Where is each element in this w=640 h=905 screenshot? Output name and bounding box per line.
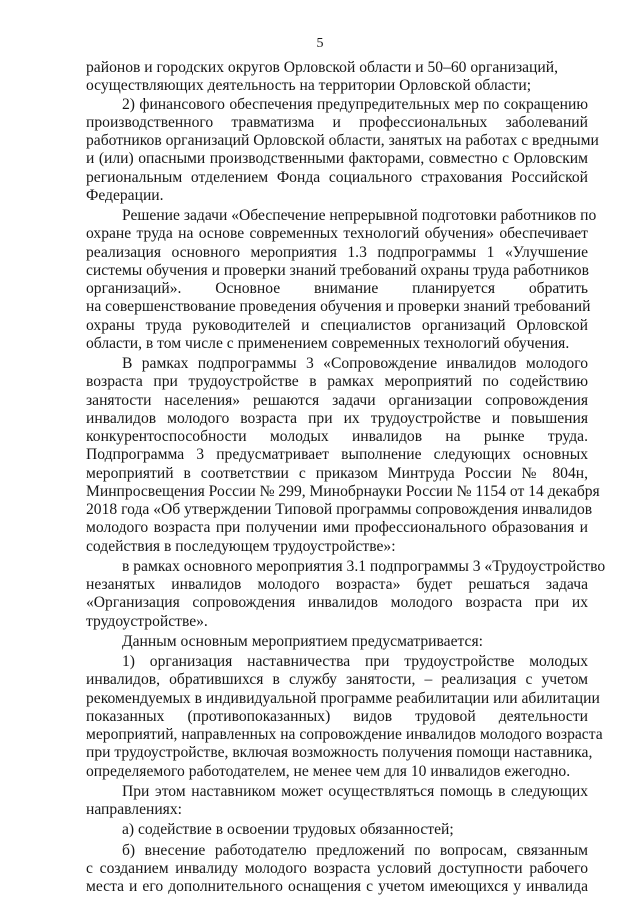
text-line: области, в том числе с применением современных технологий обучения. <box>86 334 570 352</box>
text-line: трудоустройстве». <box>86 612 208 630</box>
text-line: Федерации. <box>86 186 164 204</box>
text-line: рекомендуемых в индивидуальной программе реабилитации или абилитации <box>86 689 600 707</box>
text-line: осуществляющих деятельность на территории Орловской области; <box>86 77 532 95</box>
text-line: конкурентоспособности молодых инвалидов на рынке труда. <box>86 428 588 445</box>
text-line: с созданием инвалиду молодого возраста условий доступности рабочего <box>86 859 588 877</box>
text-line: показанных (противопоказанных) видов трудовой деятельности <box>86 707 588 725</box>
text-line: 2) финансового обеспечения предупредительных мер по сокращению <box>122 95 588 113</box>
text-line: места и его дополнительного оснащения с учетом имеющихся у инвалида <box>86 878 588 895</box>
text-line: охраны труда руководителей и специалистов организаций Орловской <box>86 316 588 334</box>
text-line: на совершенствование проведения обучения и проверки знаний требований <box>86 298 591 316</box>
text-line: В рамках подпрограммы 3 «Сопровождение инвалидов молодого <box>122 355 588 372</box>
page-number: 5 <box>316 36 324 51</box>
text-line: реализация основного мероприятия 1.3 подпрограммы 1 «Улучшение <box>86 243 588 261</box>
text-line: возраста при трудоустройстве в рамках мероприятий по содействию <box>86 373 588 391</box>
text-line: инвалидов молодого возраста при их трудоустройстве и повышения <box>86 409 588 427</box>
text-line: «Организация сопровождения инвалидов молодого возраста при их <box>86 594 588 612</box>
text-line: производственного травматизма и профессиональных заболеваний <box>86 113 588 131</box>
text-line: б) внесение работодателю предложений по вопросам, связанным <box>122 841 588 859</box>
text-line: работников организаций Орловской области, занятых на работах с вредными <box>86 132 599 149</box>
text-line: и (или) опасными производственными факторами, совместно с Орловским <box>86 150 588 168</box>
text-line: инвалидов, обратившихся в службу занятости, – реализация с учетом <box>86 671 588 689</box>
text-line: незанятых инвалидов молодого возраста» будет решаться задача <box>86 576 588 593</box>
text-line: мероприятий в соответствии с приказом Минтруда России № 804н, <box>86 464 588 482</box>
text-line: а) содействие в освоении трудовых обязанностей; <box>122 821 454 839</box>
text-line: занятости населения» решаются задачи организации сопровождения <box>86 391 588 409</box>
text-line: Минпросвещения России № 299, Минобрнауки России № 1154 от 14 декабря <box>86 482 600 500</box>
text-line: определяемого работодателем, не менее чем для 10 инвалидов ежегодно. <box>86 762 571 780</box>
text-line: Подпрограмма 3 предусматривает выполнение следующих основных <box>86 446 588 464</box>
text-line: содействия в последующем трудоустройстве»: <box>86 537 396 555</box>
text-line: Данным основным мероприятием предусматривается: <box>122 632 483 650</box>
text-line: направлениях: <box>86 801 182 818</box>
text-line: при трудоустройстве, включая возможность получения помощи наставника, <box>86 744 593 762</box>
text-line: системы обучения и проверки знаний требований охраны труда работников <box>86 261 589 279</box>
text-line: Решение задачи «Обеспечение непрерывной подготовки работников по <box>122 207 597 224</box>
text-line: районов и городских округов Орловской области и 50–60 организаций, <box>86 59 558 76</box>
text-line: 2018 года «Об утверждении Типовой программы сопровождения инвалидов <box>86 501 593 518</box>
text-line: мероприятий, направленных на сопровождение инвалидов молодого возраста <box>86 726 603 743</box>
text-line: 1) организация наставничества при трудоустройстве молодых <box>122 653 588 670</box>
text-line: охране труда на основе современных технологий обучения» обеспечивает <box>86 225 588 243</box>
text-line: региональным отделением Фонда социального страхования Российской <box>86 168 588 186</box>
text-line: организаций». Основное внимание планируется обратить <box>86 280 588 297</box>
text-line: молодого возраста при получении ими профессионального образования и <box>86 519 588 537</box>
text-line: При этом наставником может осуществляться помощь в следующих <box>122 782 588 800</box>
text-line: в рамках основного мероприятия 3.1 подпрограммы 3 «Трудоустройство <box>122 557 606 575</box>
